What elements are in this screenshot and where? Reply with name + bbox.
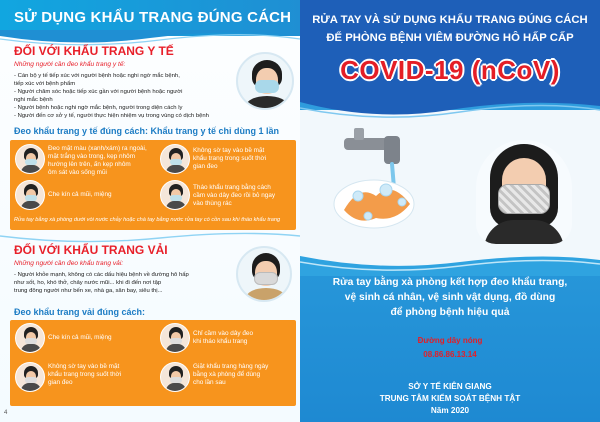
tip-image	[160, 323, 190, 353]
portrait-medical-mask	[236, 52, 294, 110]
medical-bullet: - Người bệnh hoặc nghi ngờ mắc bệnh, người trong diện cách ly	[14, 105, 183, 112]
tip-text: Che kín cả mũi, miệng	[48, 334, 112, 341]
tip-image	[15, 323, 45, 353]
org-name-2: TRUNG TÂM KIỂM SOÁT BỆNH TẬT	[379, 394, 521, 403]
tip-image	[15, 144, 45, 174]
cloth-bullets	[14, 271, 189, 295]
cloth-bullet: - Người khỏe mạnh, không có các dấu hiệu bệnh về đường hô hấp	[14, 272, 189, 278]
tip-text: Giặt khẩu trang hàng ngày bằng xà phòng để dùng cho lần sau	[193, 363, 269, 386]
cloth-how-title: Đeo khẩu trang vải đúng cách:	[14, 307, 146, 317]
woman-mask-photo	[476, 140, 572, 244]
tip-image	[160, 144, 190, 174]
medical-subtitle: Những người cần đeo khẩu trang y tế:	[14, 61, 126, 68]
medical-note: Rửa tay bằng xà phòng dưới vòi nước chảy hoặc chà tay bằng nước rửa tay có cồn sau khi tháo khẩu trang	[14, 217, 281, 223]
cloth-subtitle: Những người cần đeo khẩu trang vải:	[14, 260, 124, 267]
cloth-title: ĐỐI VỚI KHẨU TRANG VẢI	[14, 243, 168, 257]
year: Năm 2020	[430, 406, 470, 415]
medical-bullet: tiếp xúc với bệnh phẩm	[14, 81, 76, 88]
covid-title: COVID-19 (nCoV)	[340, 55, 560, 85]
right-mid-wave	[300, 252, 600, 276]
tip-image	[15, 362, 45, 392]
medical-bullet: nghi mắc bệnh	[14, 97, 53, 104]
portrait-cloth-mask	[236, 246, 292, 302]
handwashing-illustration	[314, 118, 444, 238]
prevention-message: Rửa tay bằng xà phòng kết hợp đeo khẩu trang, vệ sinh cá nhân, vệ sinh vật dụng, đồ dùng để phòng bệnh hiệu quả	[332, 277, 568, 318]
medical-bullets	[14, 72, 209, 121]
tip-text: Không sờ tay vào bề mặt khẩu trang trong suốt thời gian đeo	[48, 363, 122, 386]
org-name-1: SỞ Y TẾ KIÊN GIANG	[408, 382, 492, 391]
tip-image	[160, 180, 190, 210]
tip-image	[15, 180, 45, 210]
medical-bullet: - Cán bộ y tế tiếp xúc với người bệnh hoặc nghi ngờ mắc bệnh,	[14, 73, 180, 79]
page-number: 4	[4, 410, 8, 416]
cloth-bullet: như sốt, ho, khó thở, chảy nước mũi... khi đi đến nơi tập	[14, 280, 162, 287]
medical-title: ĐỐI VỚI KHẨU TRANG Y TẾ	[14, 44, 174, 58]
medical-bullet: - Người chăm sóc hoặc tiếp xúc gần với người bệnh hoặc người	[14, 89, 183, 96]
right-title-line1: RỬA TAY VÀ SỬ DỤNG KHẨU TRANG ĐÚNG CÁCH	[312, 14, 588, 26]
hotline-label: Đường dây nóng	[417, 336, 483, 345]
medical-bullet: - Người đến cơ sở y tế, người thực hiện nhiệm vụ trong vùng có dịch bệnh	[14, 113, 209, 120]
hotline-number: 08.86.86.13.14	[423, 350, 477, 359]
left-header-title: SỬ DỤNG KHẨU TRANG ĐÚNG CÁCH	[14, 9, 292, 26]
right-title-line2: ĐỂ PHÒNG BỆNH VIÊM ĐƯỜNG HÔ HẤP CẤP	[326, 32, 574, 44]
tip-text: Tháo khẩu trang bằng cách cầm vào dây đeo rồi bỏ ngay vào thùng rác	[193, 184, 276, 207]
medical-how-title: Đeo khẩu trang y tế đúng cách: Khẩu trang y tế chỉ dùng 1 lần	[14, 126, 280, 136]
tip-text: Không sờ tay vào bề mặt khẩu trang trong suốt thời gian đeo	[193, 147, 267, 170]
tip-text: Đeo mặt màu (xanh/xám) ra ngoài, mặt trắng vào trong, kẹp nhôm hướng lên trên, ấn kẹp nhôm ôm sát vào sống mũi	[48, 145, 147, 176]
right-panel	[300, 0, 600, 422]
tip-image	[160, 362, 190, 392]
tip-text: Che kín cả mũi, miệng	[48, 191, 112, 198]
tip-text: Chỉ cầm vào dây đeo khi tháo khẩu trang	[193, 330, 254, 345]
cloth-bullet: trung đông người như bến xe, nhà ga, sân bay, siêu thị...	[14, 288, 163, 295]
